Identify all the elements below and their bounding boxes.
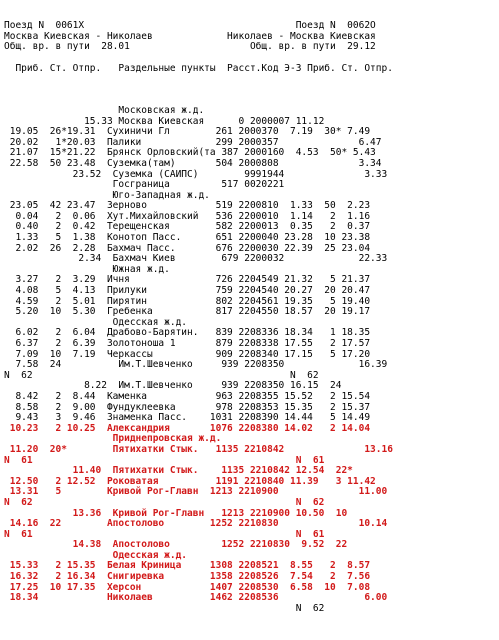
timetable-row: 18.34 Николаев 1462 2208536 6.00	[4, 592, 388, 604]
timetable-header	[0, 21, 499, 85]
timetable-row: 4.08 5 4.13 Прилуки 759 2204540 20.27 20 20.47	[4, 285, 371, 297]
timetable-row: 0.04 2 0.06 Хут.Михайловский 536 2200010 1.14 2 1.16	[4, 210, 371, 222]
timetable-row: Одесская ж.д.	[4, 549, 188, 561]
timetable-row: 12.50 2 12.52 Роковатая 1191 2210840 11.39 3 11.42	[4, 475, 376, 487]
timetable-row: 10.23 2 10.25 Александрия 1076 2208380 14.02 2 14.04	[4, 422, 371, 434]
timetable-row: 17.25 10 17.35 Херсон 1407 2208530 6.58 10 7.08	[4, 581, 371, 593]
timetable-row: 8.22 Им.Т.Шевченко 939 2208350 16.15 24	[4, 380, 342, 392]
timetable-row: N 61 N 61	[4, 454, 325, 466]
timetable-row: 1.33 5 1.38 Конотоп Пасс. 651 2200040 23.28 10 23.38	[4, 232, 371, 244]
timetable-row: 23.05 42 23.47 Зерново 519 2200810 1.33 50 2.23	[4, 200, 371, 212]
timetable-row: 15.33 Москва Киевская 0 2000007 11.12	[4, 115, 325, 127]
header-line: Поезд N 0061Х Поезд N 0062О	[4, 20, 376, 32]
timetable-row: Приднепровская ж.д.	[4, 433, 222, 445]
timetable-row: 8.42 2 8.44 Каменка 963 2208355 15.52 2 15.54	[4, 390, 371, 402]
timetable-row: 7.58 24 Им.Т.Шевченко 939 2208350 16.39	[4, 359, 388, 371]
header-line: Общ. вр. в пути 28.01 Общ. вр. в пути 29.12	[4, 41, 376, 53]
timetable-row: N 62 N 62	[4, 496, 325, 508]
timetable-row: 14.38 Апостолово 1252 2210830 9.52 22	[4, 539, 348, 551]
timetable-row: 15.33 2 15.35 Белая Криница 1308 2208521 8.55 2 8.57	[4, 560, 371, 572]
timetable-row: Московская ж.д.	[4, 104, 205, 116]
timetable-row: 6.02 2 6.04 Драбово-Барятин. 839 2208336 18.34 1 18.35	[4, 327, 371, 339]
timetable-row: 23.52 Суземка (САИПС) 9991944 3.33	[4, 168, 388, 180]
timetable-row: 20.02 1*20.03 Палики 299 2000357 6.47	[4, 136, 382, 148]
timetable-row: 7.09 10 7.19 Черкассы 909 2208340 17.15 5 17.20	[4, 348, 371, 360]
timetable-row: Одесская ж.д.	[4, 316, 188, 328]
header-line: Москва Киевская - Николаев Николаев - Москва Киевская	[4, 30, 376, 42]
timetable-row: 21.07 15*21.22 Брянск Орловский(та 387 2000160 4.53 50* 5.43	[4, 147, 376, 159]
timetable-row: 11.20 20* Пятихатки Стык. 1135 2210842 13.16	[4, 443, 393, 455]
timetable-row: N 62 N 62	[4, 369, 319, 381]
header-line	[0, 53, 499, 64]
timetable-row: 8.58 2 9.00 Фундуклеевка 978 2208353 15.35 2 15.37	[4, 401, 371, 413]
timetable-row: 0.40 2 0.42 Терещенская 582 2200013 0.35 2 0.37	[4, 221, 371, 233]
timetable-row: N 61 N 61	[4, 528, 325, 540]
timetable-row: 22.58 50 23.48 Суземка(там) 504 2000808 3.34	[4, 157, 382, 169]
timetable-row: 2.02 26 2.28 Бахмач Пасс. 676 2200030 22.39 25 23.04	[4, 242, 371, 254]
timetable-row: 3.27 2 3.29 Ичня 726 2204549 21.32 5 21.37	[4, 274, 371, 286]
timetable-row: N 62	[4, 602, 325, 614]
timetable-row: Госграница 517 0020221	[4, 179, 285, 191]
timetable-row: 2.34 Бахмач Киев 679 2200032 22.33	[4, 253, 388, 265]
header-line: Приб. Ст. Отпр. Раздельные пункты Расст.Код Э-3 Приб. Ст. Отпр.	[4, 62, 393, 74]
timetable-row: 13.36 Кривой Рог-Главн 1213 2210900 10.50 10	[4, 507, 348, 519]
timetable-row: 5.20 10 5.30 Гребенка 817 2204550 18.57 20 19.17	[4, 306, 371, 318]
timetable-body	[0, 106, 499, 615]
timetable-row: 11.40 Пятихатки Стык. 1135 2210842 12.54 22*	[4, 465, 353, 477]
timetable-row: 19.05 26*19.31 Сухиничи Гл 261 2000370 7.19 30* 7.49	[4, 126, 371, 138]
timetable-row: 13.31 5 Кривой Рог-Главн 1213 2210900 11.00	[4, 486, 388, 498]
timetable-row: 14.16 22 Апостолово 1252 2210830 10.14	[4, 518, 388, 530]
timetable-row: Южная ж.д.	[4, 263, 170, 275]
timetable-row: 6.37 2 6.39 Золотоноша 1 879 2208338 17.55 2 17.57	[4, 338, 371, 349]
timetable-row: 4.59 2 5.01 Пирятин 802 2204561 19.35 5 19.40	[4, 295, 371, 307]
timetable-row: Юго-Западная ж.д.	[4, 189, 210, 201]
timetable-row: 16.32 2 16.34 Снигиревка 1358 2208526 7.54 2 7.56	[4, 571, 371, 583]
header-line	[0, 74, 499, 85]
timetable-row: 9.43 3 9.46 Знаменка Пасс. 1031 2208390 14.44 5 14.49	[4, 412, 371, 424]
